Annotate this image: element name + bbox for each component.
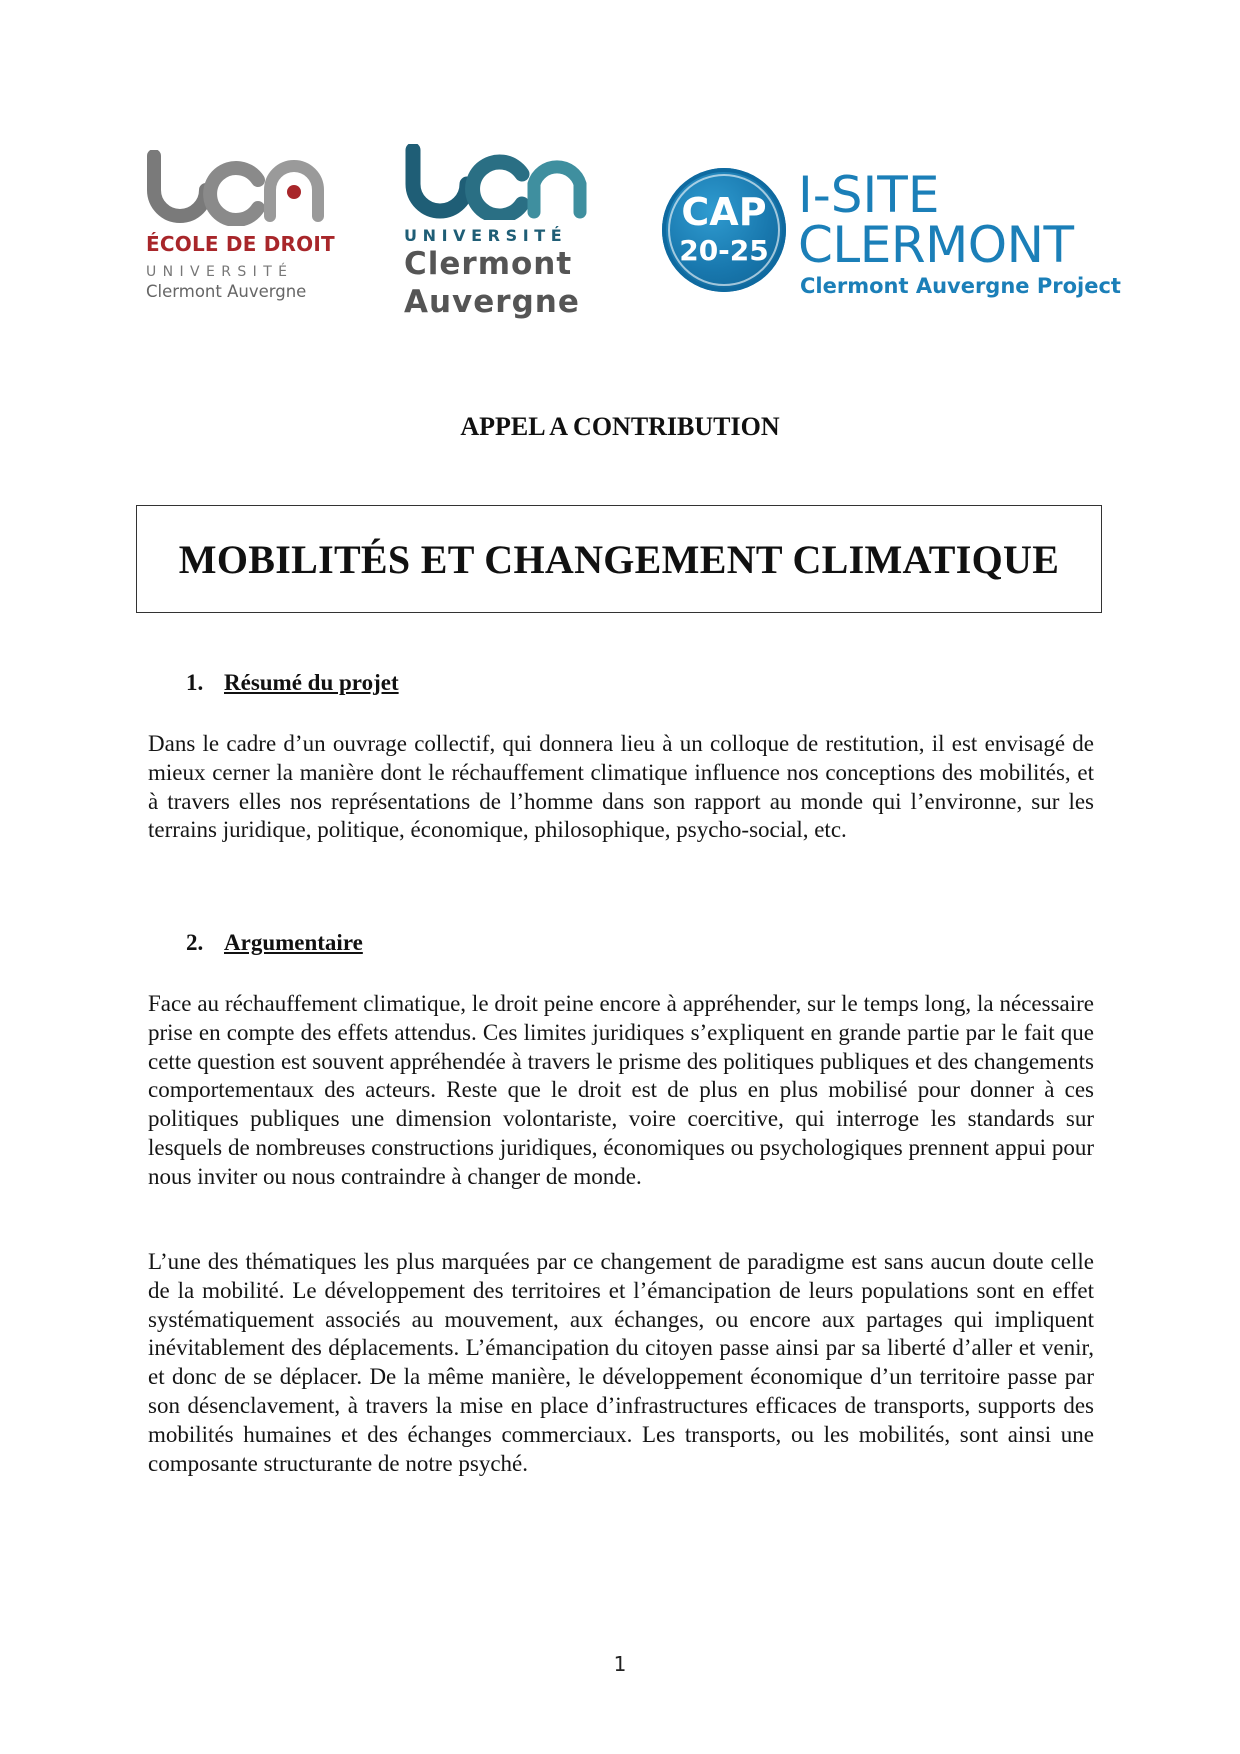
uca-grey-emblem-icon: [146, 150, 326, 226]
uca-teal-emblem-icon: [404, 144, 588, 220]
universite-clermont-auvergne-logo: [404, 144, 604, 321]
ecole-city-label: Clermont Auvergne: [146, 282, 307, 301]
ecole-de-droit-logo: [146, 150, 335, 301]
isite-title-line1: I-SITE: [798, 166, 940, 224]
uca-name-line2: Auvergne: [404, 284, 580, 320]
paragraph-resume: Dans le cadre d’un ouvrage collectif, qui donnera lieu à un colloque de restitution, il est envisagé de mieux cerner la manière dont le réchauffement climatique influence nos conceptions des mobilités, et à travers elles nos représentations de l’homme dans son rapport au monde qui l’environne, sur les terrains juridique, politique, économique, philosophique, psycho-social, etc.: [148, 731, 1094, 843]
section-number: 2.: [186, 930, 204, 955]
isite-tagline: Clermont Auvergne Project: [800, 274, 1121, 298]
uca-university-label: UNIVERSITÉ: [404, 226, 568, 245]
paragraph-argumentaire-2: L’une des thématiques les plus marquées par ce changement de paradigme est sans aucun doute celle de la mobilité. Le développement des territoires et l’émancipation de leurs populations sont en effet systématiquement associés au mouvement, aux échanges, ou encore aux partages qui impliquent inévitablement des déplacements. L’émancipation du citoyen passe ainsi par sa liberté d’aller et venir, et donc de se déplacer. De la même manière, le développement économique d’un territoire passe par son désenclavement, à travers la mise en place d’infrastructures efficaces de transports, supports des mobilités humaines et des échanges commerciaux. Les transports, ou les mobilités, sont ainsi une composante structurante de notre psyché.: [148, 1249, 1094, 1476]
cap-badge: [662, 168, 786, 292]
logo-banner: [0, 0, 1240, 340]
paragraph-argumentaire-1: Face au réchauffement climatique, le droit peine encore à appréhender, sur le temps long, la nécessaire prise en compte des effets attendus. Ces limites juridiques s’expliquent en grande partie par le fait que cette question est souvent appréhendée à travers le prisme des politiques publiques et des changements comportementaux des acteurs. Reste que le droit est de plus en plus mobilisé pour donner à ces politiques publiques une dimension volontariste, voire coercitive, qui interroge les standards sur lesquels de nombreuses constructions juridiques, économiques ou psychologiques prennent appui pour nous inviter ou nous contraindre à changer de monde.: [148, 991, 1094, 1189]
page-number: 1: [613, 1652, 627, 1676]
section-title: Argumentaire: [224, 930, 363, 955]
uca-name-line1: Clermont: [404, 246, 573, 282]
call-for-contribution-heading: APPEL A CONTRIBUTION: [460, 412, 780, 441]
document-title-box: [136, 505, 1102, 613]
isite-clermont-logo: [662, 166, 1121, 308]
section-heading-argumentaire: [186, 930, 363, 956]
document-title: MOBILITÉS ET CHANGEMENT CLIMATIQUE: [178, 536, 1060, 582]
ecole-university-label: UNIVERSITÉ: [146, 264, 294, 280]
section-title: Résumé du projet: [224, 670, 399, 695]
cap-badge-line2: 20-25: [679, 234, 769, 267]
section-heading-resume: [186, 670, 399, 696]
section-number: 1.: [186, 670, 204, 695]
ecole-title: ÉCOLE DE DROIT: [146, 232, 335, 256]
cap-badge-line1: CAP: [681, 190, 767, 234]
isite-title-line2: CLERMONT: [798, 216, 1074, 274]
